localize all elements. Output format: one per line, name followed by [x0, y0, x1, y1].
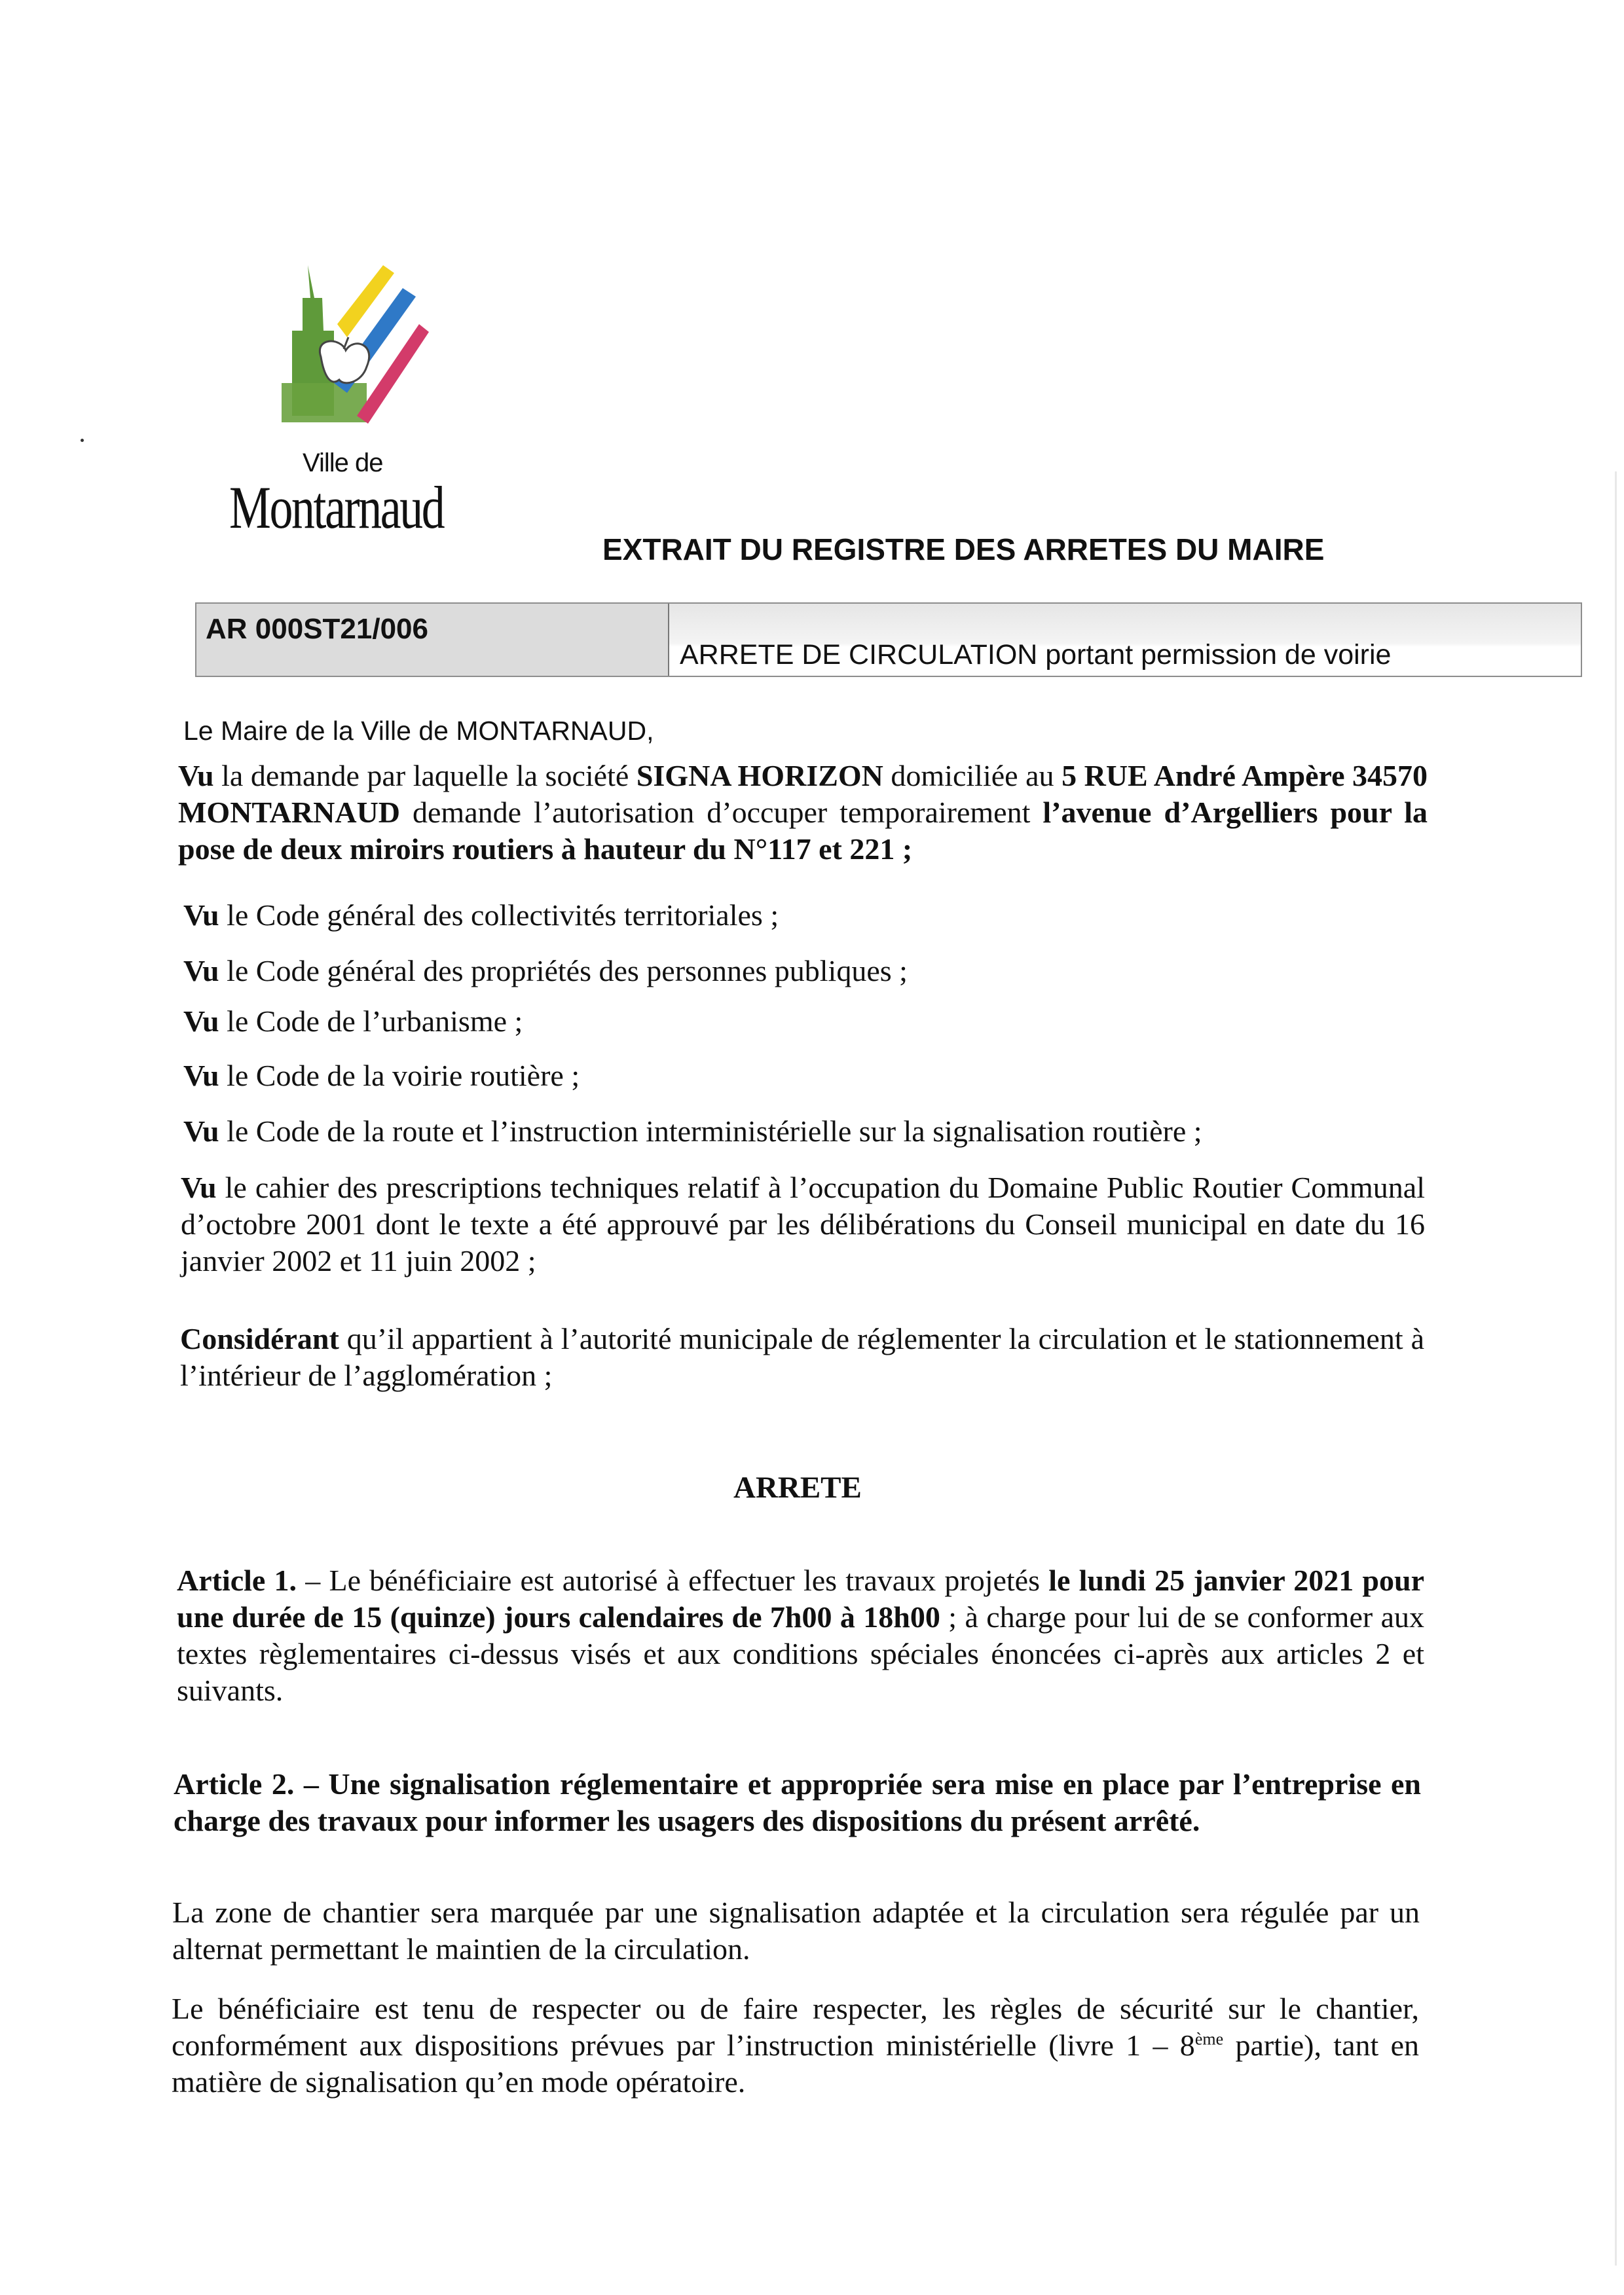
reference-code-cell — [196, 604, 669, 676]
societe-address: 5 RUE André Ampère 34570 MONTARNAUD — [178, 759, 1428, 829]
scan-dot — [81, 439, 84, 442]
demande-objet: l’avenue d’Argelliers pour la pose de deux miroirs routiers à hauteur du N°117 et 221 ; — [178, 796, 1428, 866]
maire-intro: Le Maire de la Ville de MONTARNAUD, — [183, 716, 654, 746]
article-text: – Le bénéficiaire est autorisé à effectuer les travaux projetés — [297, 1564, 1049, 1597]
article-text: ; à charge pour lui de se conformer aux textes règlementaires ci-dessus visés et aux conditions spéciales énoncées ci-après aux articles 2 et suivants. — [177, 1600, 1424, 1707]
article-2-paragraph — [172, 1991, 1419, 2101]
demande-text: la demande par laquelle la société — [213, 759, 637, 792]
article-text: – Une signalisation réglementaire et appropriée sera mise en place par l’entreprise en charge des travaux pour informer les usagers des dispositions du présent arrêté. — [174, 1767, 1422, 1837]
vu-label: Vu — [183, 1059, 219, 1092]
societe-name: SIGNA HORIZON — [636, 759, 883, 792]
article-label: Article 2. — [174, 1767, 295, 1801]
paragraph-text: partie), tant en matière de signalisation qu’en mode opératoire. — [172, 2029, 1419, 2099]
vu-text: le Code général des collectivités territoriales ; — [219, 898, 779, 932]
vu-demande — [178, 758, 1428, 868]
registry-title: EXTRAIT DU REGISTRE DES ARRETES DU MAIRE — [602, 532, 1325, 566]
vu-text: le Code de l’urbanisme ; — [219, 1004, 523, 1038]
vu-item — [183, 897, 1428, 934]
article-label: Article 1. — [177, 1564, 297, 1597]
superscript: ème — [1194, 2029, 1224, 2049]
paragraph-text: Le bénéficiaire est tenu de respecter ou de faire respecter, les règles de sécurité sur le chantier, conformément aux dispositions prévues par l’instruction ministérielle (livre 1 – 8 — [172, 1992, 1419, 2062]
vu-label: Vu — [183, 954, 219, 987]
considerant — [180, 1321, 1424, 1394]
vu-item — [183, 953, 1428, 989]
vu-label: Vu — [178, 759, 214, 792]
article-2-paragraph: La zone de chantier sera marquée par une signalisation adaptée et la circulation sera régulée par un alternat permettant le maintien de la circulation. — [172, 1896, 1420, 1966]
vu-item — [183, 1113, 1428, 1150]
logo-text-small: Ville de — [303, 449, 383, 477]
considerant-text: qu’il appartient à l’autorité municipale de réglementer la circulation et le stationnement à l’intérieur de l’agglomération ; — [180, 1322, 1424, 1392]
article-dates: le lundi 25 janvier 2021 pour une durée de 15 (quinze) jours calendaires de 7h00 à 18h00 — [177, 1564, 1424, 1634]
vu-label: Vu — [183, 1004, 219, 1038]
reference-box — [195, 602, 1582, 677]
reference-code: AR 000ST21/006 — [206, 613, 428, 645]
vu-label: Vu — [181, 1171, 217, 1204]
demande-text: domiciliée au — [883, 759, 1062, 792]
montarnaud-logo — [268, 252, 439, 442]
vu-item — [183, 1057, 1428, 1094]
arrete-heading: ARRETE — [733, 1471, 862, 1505]
arrete-title-cell — [669, 604, 1581, 676]
logo-text-large: Montarnaud — [229, 474, 444, 541]
scan-edge-line — [1615, 471, 1617, 2266]
cahier-text: le cahier des prescriptions techniques relatif à l’occupation du Domaine Public Routier Communal d’octobre 2001 dont le texte a été approuvé par les délibérations du Conseil municipal en date du 16 janvier 2002 et 11 juin 2002 ; — [181, 1171, 1425, 1277]
vu-text: le Code de la route et l’instruction interministérielle sur la signalisation routière ; — [219, 1114, 1202, 1148]
considerant-label: Considérant — [180, 1322, 339, 1355]
vu-text: le Code de la voirie routière ; — [219, 1059, 580, 1092]
vu-text: le Code général des propriétés des personnes publiques ; — [219, 954, 908, 987]
article-2 — [174, 1766, 1421, 1839]
vu-cahier — [181, 1169, 1425, 1279]
demande-text: demande l’autorisation d’occuper temporairement — [400, 796, 1043, 829]
arrete-title: ARRETE DE CIRCULATION portant permission de voirie — [680, 639, 1392, 670]
vu-item — [183, 1003, 1428, 1040]
vu-label: Vu — [183, 1114, 219, 1148]
vu-label: Vu — [183, 898, 219, 932]
article-1 — [177, 1562, 1424, 1709]
